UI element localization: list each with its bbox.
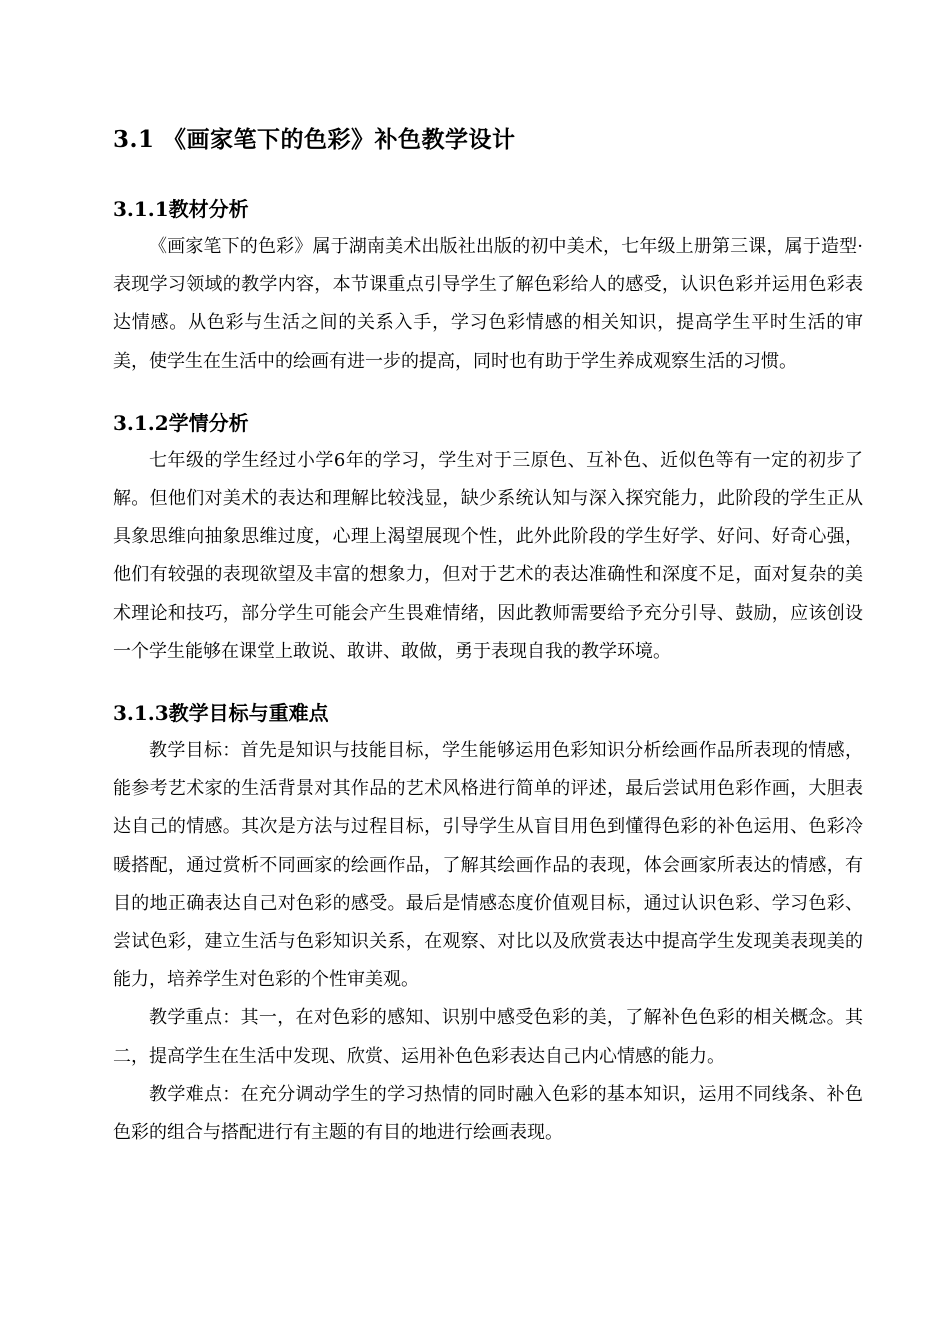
spacer	[113, 671, 863, 696]
spacer	[113, 160, 863, 192]
spacer	[113, 381, 863, 406]
section-student-analysis	[113, 406, 863, 671]
paragraph: 《画家笔下的色彩》属于湖南美术出版社出版的初中美术，七年级上册第三课，属于造型·表现学习领域的教学内容，本节课重点引导学生了解色彩给人的感受，认识色彩并运用色彩表达情感。从色彩与生活之间的关系入手，学习色彩情感的相关知识，提高学生平时生活的审美，使学生在生活中的绘画有进一步的提高，同时也有助于学生养成观察生活的习惯。	[113, 236, 863, 372]
section-heading: 3.1.3教学目标与重难点	[113, 701, 329, 726]
paragraph-teaching-goals: 教学目标：首先是知识与技能目标，学生能够运用色彩知识分析绘画作品所表现的情感，能参考艺术家的生活背景对其作品的艺术风格进行简单的评述，最后尝试用色彩作画，大胆表达自己的情感。其次是方法与过程目标，引导学生从盲目用色到懂得色彩的补色运用、色彩冷暖搭配，通过赏析不同画家的绘画作品，了解其绘画作品的表现，体会画家所表达的情感，有目的地正确表达自己对色彩的感受。最后是情感态度价值观目标，通过认识色彩、学习色彩、尝试色彩，建立生活与色彩知识关系，在观察、对比以及欣赏表达中提高学生发现美表现美的能力，培养学生对色彩的个性审美观。	[113, 740, 863, 991]
document-body	[113, 120, 863, 1152]
document-title: 3.1 《画家笔下的色彩》补色教学设计	[113, 126, 516, 153]
paragraph-difficulties: 教学难点：在充分调动学生的学习热情的同时融入色彩的基本知识，运用不同线条、补色色彩的组合与搭配进行有主题的有目的地进行绘画表现。	[113, 1083, 863, 1144]
paragraph-key-points: 教学重点：其一，在对色彩的感知、识别中感受色彩的美，了解补色色彩的相关概念。其二，提高学生在生活中发现、欣赏、运用补色色彩表达自己内心情感的能力。	[113, 1007, 863, 1067]
section-teaching-goals	[113, 696, 863, 1152]
section-textbook-analysis	[113, 192, 863, 381]
section-heading: 3.1.2学情分析	[113, 410, 249, 435]
paragraph: 七年级的学生经过小学6年的学习，学生对于三原色、互补色、近似色等有一定的初步了解。但他们对美术的表达和理解比较浅显，缺少系统认知与深入探究能力，此阶段的学生正从具象思维向抽象思维过度，心理上渴望展现个性，此外此阶段的学生好学、好问、好奇心强，他们有较强的表现欲望及丰富的想象力，但对于艺术的表达准确性和深度不足，面对复杂的美术理论和技巧，部分学生可能会产生畏难情绪，因此教师需要给予充分引导、鼓励，应该创设一个学生能够在课堂上敢说、敢讲、敢做，勇于表现自我的教学环境。	[113, 449, 863, 662]
section-heading: 3.1.1教材分析	[113, 197, 249, 221]
